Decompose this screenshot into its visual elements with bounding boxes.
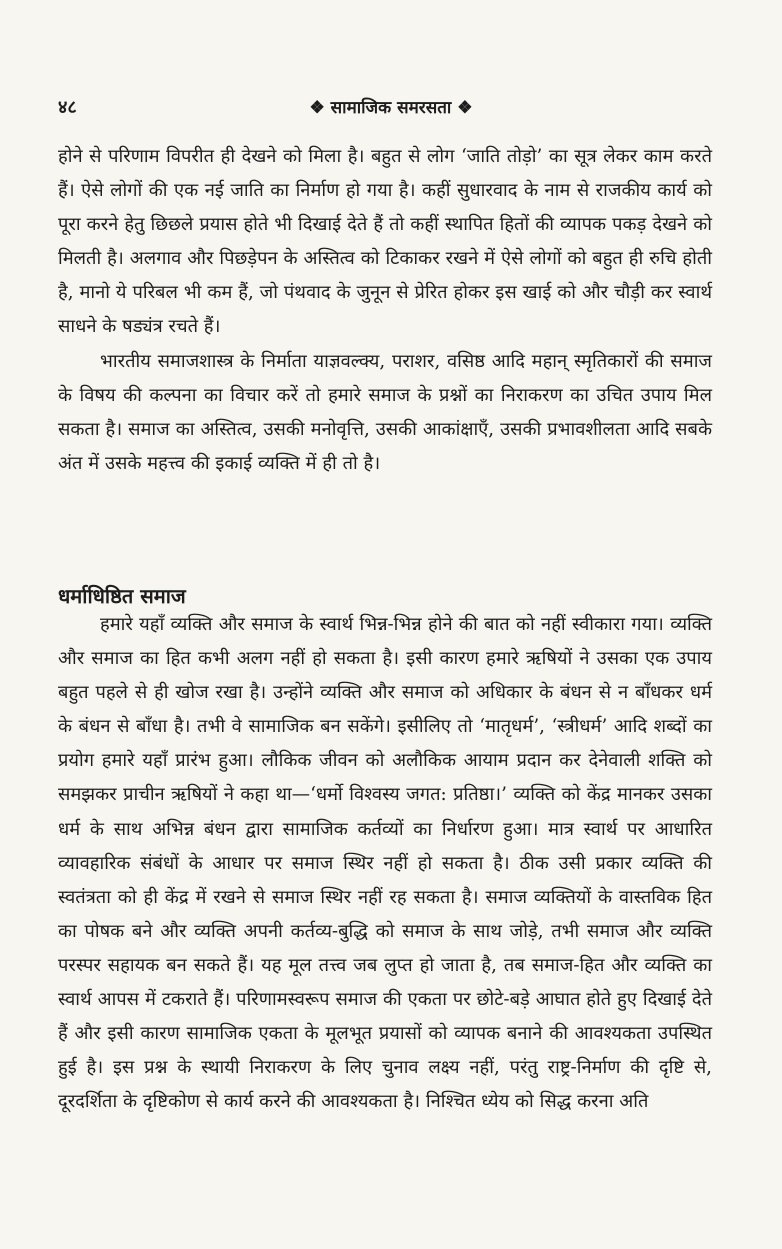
page-header (58, 95, 724, 125)
section-heading: धर्माधिष्ठित समाज (58, 584, 186, 608)
running-title: ❖ सामाजिक समरसता ❖ (309, 98, 473, 118)
body-text-block (58, 140, 712, 481)
paragraph: भारतीय समाजशास्त्र के निर्माता याज्ञवल्क्य, पराशर, वसिष्ठ आदि महान् स्मृतिकारों की समाज के विषय की कल्पना का विचार करें तो हमारे समाज के प्रश्नों का निराकरण का उचित उपाय मिल सकता है। समाज का अस्तित्व, उसकी मनोवृत्ति, उसकी आकांक्षाएँ, उसकी प्रभावशीलता आदि सबके अंत में उसके महत्त्व की इकाई व्यक्ति में ही तो है। (58, 350, 712, 474)
paragraph: हमारे यहाँ व्यक्ति और समाज के स्वार्थ भिन्न-भिन्न होने की बात को नहीं स्वीकारा गया। व्यक्ति और समाज का हित कभी अलग नहीं हो सकता है। इसी कारण हमारे ऋषियों ने उसका एक उपाय बहुत पहले से ही खोज रखा है। उन्होंने व्यक्ति और समाज को अधिकार के बंधन से न बाँधकर धर्म के बंधन से बाँधा है। तभी वे सामाजिक बन सकेंगे। इसीलिए तो ‘मातृधर्म’, ‘स्त्रीधर्म’ आदि शब्दों का प्रयोग हमारे यहाँ प्रारंभ हुआ। लौकिक जीवन को अलौकिक आयाम प्रदान कर देनेवाली शक्ति को समझकर प्राचीन ऋषियों ने कहा था—‘धर्मो विश्वस्य जगत: प्रतिष्ठा।’ व्यक्ति को केंद्र मानकर उसका धर्म के साथ अभिन्न बंधन द्वारा सामाजिक कर्तव्यों का निर्धारण हुआ। मात्र स्वार्थ पर आधारित व्यावहारिक संबंधों के आधार पर समाज स्थिर नहीं हो सकता है। ठीक उसी प्रकार व्यक्ति की स्वतंत्रता को ही केंद्र में रखने से समाज स्थिर नहीं रह सकता है। समाज व्यक्तियों के वास्तविक हित का पोषक बने और व्यक्ति अपनी कर्तव्य-बुद्धि को समाज के साथ जोड़े, तभी समाज और व्यक्ति परस्पर सहायक बन सकते हैं। यह मूल तत्त्व जब लुप्त हो जाता है, तब समाज-हित और व्यक्ति का स्वार्थ आपस में टकराते हैं। परिणामस्वरूप समाज की एकता पर छोटे-बड़े आघात होते हुए दिखाई देते हैं और इसी कारण सामाजिक एकता के मूलभूत प्रयासों को व्यापक बनाने की आवश्यकता उपस्थित हुई है। इस प्रश्न के स्थायी निराकरण के लिए चुनाव लक्ष्य नहीं, परंतु राष्ट्र-निर्माण की दृष्टि से, दूरदर्शिता के दृष्टिकोण से कार्य करने की आवश्यकता है। निश्चित ध्येय को सिद्ध करना अति (58, 614, 712, 1113)
page-number: ४८ (58, 97, 77, 118)
paragraph-continued: होने से परिणाम विपरीत ही देखने को मिला है। बहुत से लोग ‘जाति तोड़ो’ का सूत्र लेकर काम करते हैं। ऐसे लोगों की एक नई जाति का निर्माण हो गया है। कहीं सुधारवाद के नाम से राजकीय कार्य को पूरा करने हेतु छिछले प्रयास होते भी दिखाई देते हैं तो कहीं स्थापित हितों की व्यापक पकड़ देखने को मिलती है। अलगाव और पिछड़ेपन के अस्तित्व को टिकाकर रखने में ऐसे लोगों को बहुत ही रुचि होती है, मानो ये परिबल भी कम हैं, जो पंथवाद के जुनून से प्रेरित होकर इस खाई को और चौड़ी कर स्वार्थ साधने के षड्यंत्र रचते हैं। (58, 146, 712, 338)
section-body (58, 608, 712, 1119)
